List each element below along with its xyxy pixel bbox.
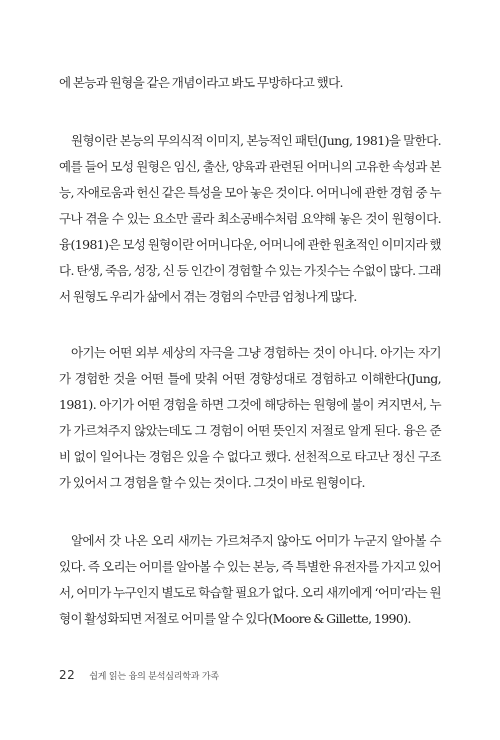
paragraph-continuation: 에 본능과 원형을 같은 개념이라고 봐도 무방하다고 했다.: [59, 75, 343, 90]
paragraph-archetype-definition: 원형이란 본능의 무의식적 이미지, 본능적인 패턴(Jung, 1981)을 말한다. 예를 들어 모성 원형은 임신, 출산, 양육과 관련된 어머니의 고유한 속성과 본능, 자애로움과 헌신 같은 특성을 모아 놓은 것이다. 어머니에 관한 경험 중 누구나 겪을 수 있는 요소만 골라 최소공배수처럼 요약해 놓은 것이 원형이다. 융(1981)은 모성 원형이란 어머니다운, 어머니에 관한 원초적인 이미지라 했다. 탄생, 죽음, 성장, 신 등 인간이 경험할 수 있는 가짓수는 수없이 많다. 그래서 원형도 우리가 삶에서 겪는 경험의 수만큼 엄청나게 많다.: [59, 133, 441, 304]
page-number: 22: [59, 668, 76, 682]
running-title: 쉽게 읽는 융의 분석심리학과 가족: [89, 672, 219, 682]
page-footer: [59, 668, 219, 682]
body-text: [59, 70, 441, 632]
paragraph-duckling: 알에서 갓 나온 오리 새끼는 가르쳐주지 않아도 어미가 누군지 알아볼 수 있다. 즉 오리는 어미를 알아볼 수 있는 본능, 즉 특별한 유전자를 가지고 있어서, 어미가 누구인지 별도로 학습할 필요가 없다. 오리 새끼에게 ‘어미’라는 원형이 활성화되면 저절로 어미를 알 수 있다(Moore & Gillette, 1990).: [59, 533, 441, 626]
paragraph-baby-experience: 아기는 어떤 외부 세상의 자극을 그냥 경험하는 것이 아니다. 아기는 자기가 경험한 것을 어떤 틀에 맞춰 어떤 경향성대로 경험하고 이해한다(Jung, 1981). 아기가 어떤 경험을 하면 그것에 해당하는 원형에 불이 켜지면서, 누가 가르쳐주지 않았는데도 그 경험이 어떤 뜻인지 저절로 알게 된다. 융은 준비 없이 일어나는 경험은 있을 수 없다고 했다. 선천적으로 타고난 정신 구조가 있어서 그 경험을 할 수 있는 것이다. 그것이 바로 원형이다.: [59, 345, 441, 490]
